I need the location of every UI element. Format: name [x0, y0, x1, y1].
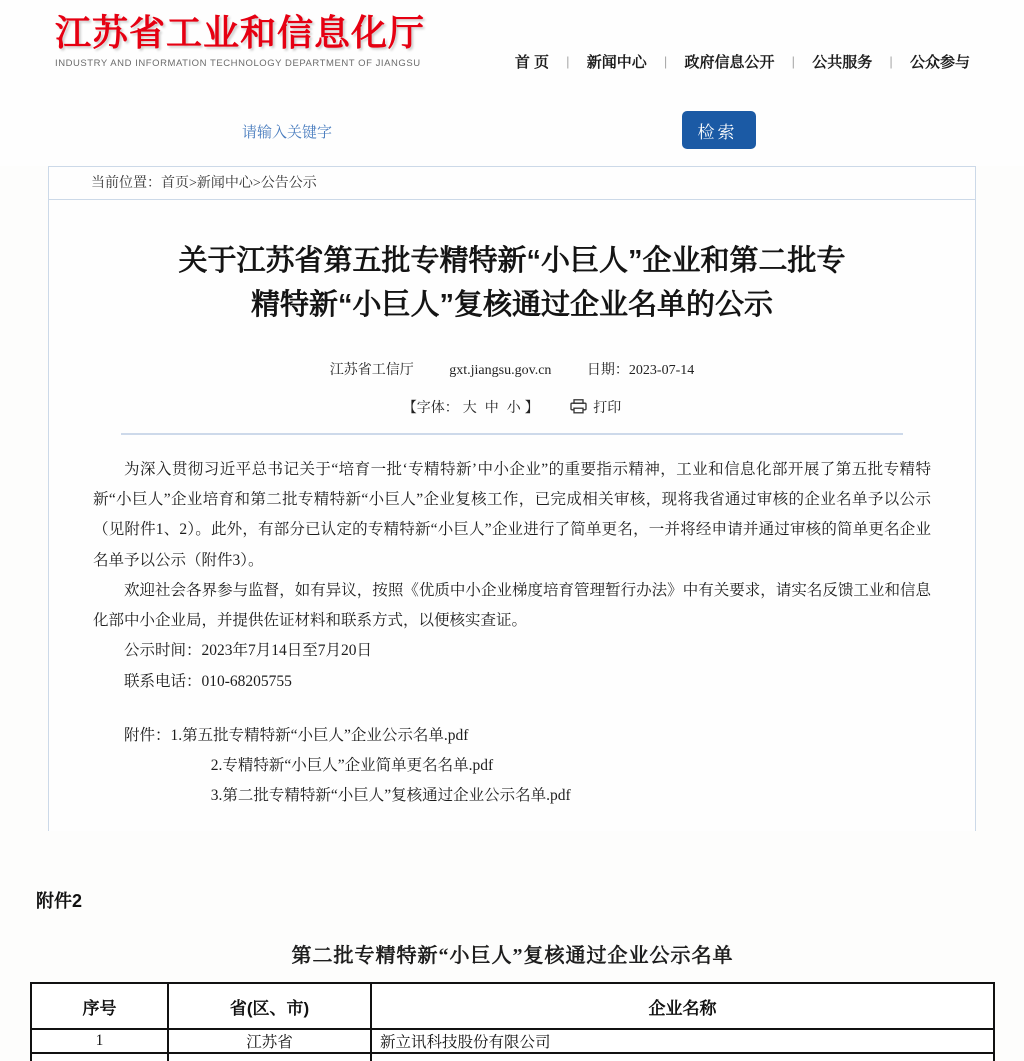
content-card: [48, 166, 976, 831]
col-header-index: 序号: [31, 983, 168, 1029]
font-size-suffix: 】: [524, 401, 539, 416]
article-toolbar: [83, 397, 941, 417]
article-site-url: gxt.jiangsu.gov.cn: [449, 363, 552, 378]
print-label: 打印: [593, 401, 622, 416]
breadcrumb: [49, 167, 975, 200]
publicity-period: 公示时间：2023年7月14日至7月20日: [124, 642, 373, 660]
cell-index: 1: [31, 1029, 168, 1053]
article-title: [97, 240, 927, 327]
nav-separator: |: [663, 54, 668, 69]
font-size-control: [403, 401, 543, 416]
font-size-large[interactable]: 大: [462, 401, 477, 416]
article-body: [93, 455, 931, 697]
appendix-label: 附件2: [36, 891, 83, 912]
nav-item-public-service[interactable]: 公共服务: [812, 54, 873, 71]
search-button[interactable]: 检索: [682, 111, 756, 149]
site-header: [0, 0, 1024, 166]
content-divider: [121, 433, 903, 435]
nav-item-news[interactable]: 新闻中心: [586, 54, 647, 71]
nav-item-gov-info[interactable]: 政府信息公开: [684, 54, 775, 71]
cell-province: [168, 1053, 371, 1061]
font-size-medium[interactable]: 中: [484, 401, 499, 416]
col-header-province: 省(区、市): [168, 983, 371, 1029]
article-title-line1: 关于江苏省第五批专精特新“小巨人”企业和第二批专: [178, 245, 846, 277]
table-row-partial: [31, 1053, 994, 1061]
breadcrumb-label: 当前位置：: [91, 176, 161, 191]
font-size-prefix: 【字体：: [402, 401, 459, 416]
cell-company: 新立讯科技股份有限公司: [371, 1029, 994, 1053]
font-size-small[interactable]: 小: [506, 401, 521, 416]
article: [49, 200, 975, 831]
appendix-2: [0, 887, 1024, 1061]
col-header-company: 企业名称: [371, 983, 994, 1029]
contact-phone: 联系电话：010-68205755: [124, 672, 292, 690]
attachment-link-2[interactable]: 2.专精特新“小巨人”企业简单更名名单.pdf: [210, 756, 494, 774]
cell-company: [371, 1053, 994, 1061]
cell-index: [31, 1053, 168, 1061]
attachment-link-1[interactable]: 1.第五批专精特新“小巨人”企业公示名单.pdf: [170, 726, 469, 744]
logo-subtitle: INDUSTRY AND INFORMATION TECHNOLOGY DEPARTMENT OF JIANGSU: [55, 57, 421, 69]
nav-separator: |: [889, 54, 893, 69]
breadcrumb-path[interactable]: 首页>新闻中心>公告公示: [161, 176, 317, 191]
article-date: 日期：2023-07-14: [586, 363, 695, 378]
print-button[interactable]: [570, 401, 621, 416]
attachments-list: [93, 721, 931, 812]
nav-separator: |: [791, 54, 796, 69]
search-input[interactable]: [240, 116, 640, 148]
nav-separator: |: [566, 54, 570, 69]
site-logo[interactable]: [55, 13, 425, 69]
main-nav: [515, 51, 970, 72]
logo-title: 江苏省工业和信息化厅: [55, 12, 426, 53]
company-roster-table: [30, 982, 995, 1061]
nav-item-home[interactable]: 首 页: [514, 54, 549, 71]
article-title-line2: 精特新“小巨人”复核通过企业名单的公示: [250, 288, 773, 321]
table-row-1: [31, 1029, 994, 1053]
attachment-link-3[interactable]: 3.第二批专精特新“小巨人”复核通过企业公示名单.pdf: [210, 787, 571, 805]
attachments-label: 附件：: [124, 726, 171, 744]
article-source: 江苏省工信厅: [329, 363, 414, 378]
nav-item-public-participation[interactable]: 公众参与: [909, 54, 970, 71]
table-header-row: [31, 983, 994, 1029]
print-icon: [570, 399, 587, 414]
article-meta: [83, 359, 941, 379]
article-paragraph-2: 欢迎社会各界参与监督，如有异议，按照《优质中小企业梯度培育管理暂行办法》中有关要求，请实名反馈工业和信息化部中小企业局，并提供佐证材料和联系方式，以便核实查证。: [93, 581, 931, 630]
appendix-table-title: 第二批专精特新“小巨人”复核通过企业公示名单: [291, 945, 734, 968]
article-paragraph-1: 为深入贯彻习近平总书记关于“培育一批‘专精特新’中小企业”的重要指示精神，工业和信息化部开展了第五批专精特新“小巨人”企业培育和第二批专精特新“小巨人”企业复核工作，已完成相关审核，现将我省通过审核的企业名单予以公示（见附件1、2）。此外，有部分已认定的专精特新“小巨人”企业进行了简单更名，一并将经申请并通过审核的简单更名企业名单予以公示（附件3）。: [93, 461, 931, 569]
cell-province: 江苏省: [168, 1029, 371, 1053]
